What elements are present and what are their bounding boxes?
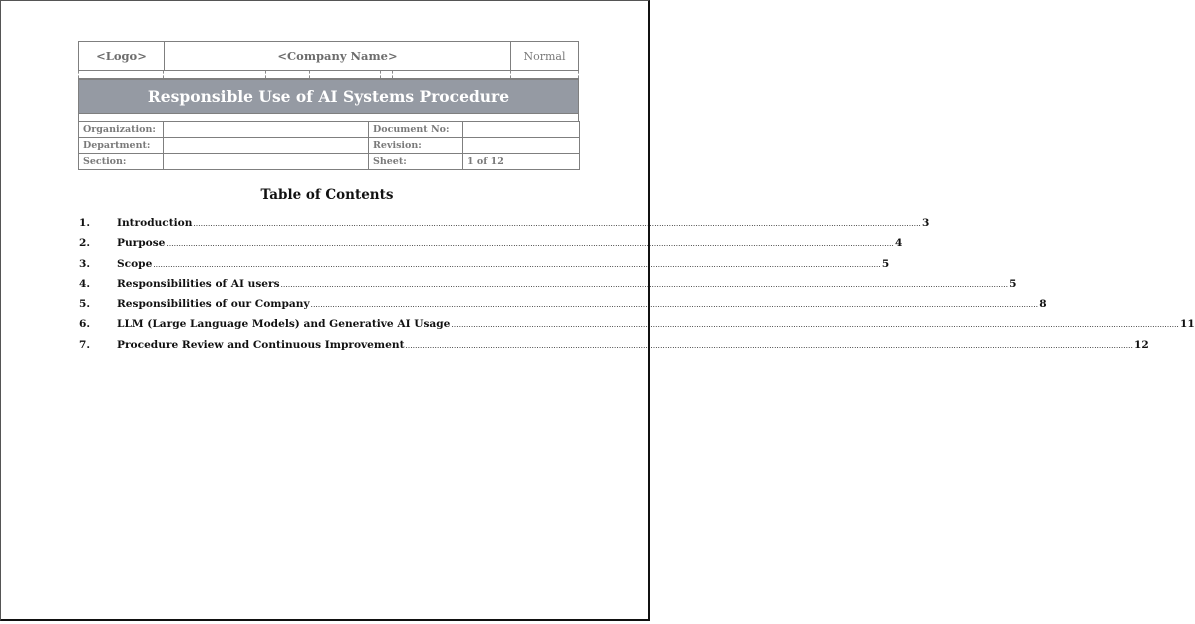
info-row xyxy=(79,122,580,138)
column-divider xyxy=(392,71,393,78)
toc-entry-page: 4 xyxy=(894,237,903,250)
toc-entry-number: 5. xyxy=(79,298,91,311)
section-value xyxy=(164,154,369,170)
toc-dot-leader: ............................................................................................................................................................................................................................................................................................................ xyxy=(451,321,1179,330)
header-top-row xyxy=(78,41,579,71)
toc-entry-label: Purpose xyxy=(117,237,166,250)
toc-entry-page: 3 xyxy=(921,217,930,229)
toc-dot-leader: ............................................................................................................................................................................................................................................................................................................ xyxy=(153,260,881,269)
toc-entry-label: Introduction xyxy=(117,217,193,229)
toc-entry[interactable] xyxy=(79,277,1017,298)
column-divider xyxy=(163,71,164,78)
toc-entry[interactable] xyxy=(79,298,1047,318)
toc-entry-page: 5 xyxy=(881,257,890,270)
organization-label: Organization: xyxy=(79,122,164,138)
column-divider xyxy=(265,71,266,78)
toc-entry[interactable] xyxy=(79,257,890,278)
header-spacer-row xyxy=(78,71,579,78)
style-label: Normal xyxy=(523,49,566,63)
toc-entry-number: 1. xyxy=(79,217,91,229)
revision-label: Revision: xyxy=(369,138,463,154)
toc-entry[interactable] xyxy=(79,338,1149,359)
toc-dot-leader: ............................................................................................................................................................................................................................................................................................................ xyxy=(405,341,1133,350)
document-no-label: Document No: xyxy=(369,122,463,138)
organization-value xyxy=(164,122,369,138)
info-row xyxy=(79,138,580,154)
info-row xyxy=(79,154,580,170)
toc-dot-leader: ............................................................................................................................................................................................................................................................................................................ xyxy=(166,240,894,249)
toc-entry-number: 6. xyxy=(79,318,91,331)
header-gap-row xyxy=(78,114,579,121)
revision-value xyxy=(463,138,580,154)
toc-dot-leader: ............................................................................................................................................................................................................................................................................................................ xyxy=(280,280,1009,289)
document-title-banner: Responsible Use of AI Systems Procedure xyxy=(78,78,579,114)
document-no-value xyxy=(463,122,580,138)
toc-entry-label: LLM (Large Language Models) and Generative AI Usage xyxy=(117,318,451,331)
toc-entry-page: 12 xyxy=(1134,338,1149,351)
column-divider xyxy=(380,71,381,78)
toc-dot-leader: ............................................................................................................................................................................................................................................................................................................ xyxy=(310,301,1039,310)
column-divider xyxy=(510,71,511,78)
toc-entry-label: Scope xyxy=(117,257,153,270)
toc-entry-page: 8 xyxy=(1039,298,1047,311)
toc-entry-number: 2. xyxy=(79,237,91,250)
toc-entry-number: 7. xyxy=(79,338,91,351)
department-value xyxy=(164,138,369,154)
toc-entry-label: Responsibilities of AI users xyxy=(117,277,280,290)
toc-entry-number: 3. xyxy=(79,257,91,270)
department-label: Department: xyxy=(79,138,164,154)
table-of-contents xyxy=(79,217,1195,359)
toc-entry-page: 11 xyxy=(1179,318,1195,331)
toc-entry[interactable] xyxy=(79,217,930,237)
company-name-placeholder: <Company Name> xyxy=(165,42,511,70)
toc-dot-leader: ............................................................................................................................................................................................................................................................................................................ xyxy=(193,220,921,228)
column-divider xyxy=(309,71,310,78)
toc-title: Table of Contents xyxy=(260,187,394,203)
sheet-value: 1 of 12 xyxy=(463,154,580,170)
section-label: Section: xyxy=(79,154,164,170)
logo-placeholder: <Logo> xyxy=(79,42,165,70)
document-info-table xyxy=(78,121,580,170)
toc-entry-page: 5 xyxy=(1009,277,1017,290)
toc-entry-label: Procedure Review and Continuous Improvement xyxy=(117,338,405,351)
toc-entry-number: 4. xyxy=(79,277,91,290)
sheet-label: Sheet: xyxy=(369,154,463,170)
toc-entry-label: Responsibilities of our Company xyxy=(117,298,310,311)
toc-entry[interactable] xyxy=(79,318,1195,338)
toc-entry[interactable] xyxy=(79,237,903,257)
document-header xyxy=(78,41,579,170)
